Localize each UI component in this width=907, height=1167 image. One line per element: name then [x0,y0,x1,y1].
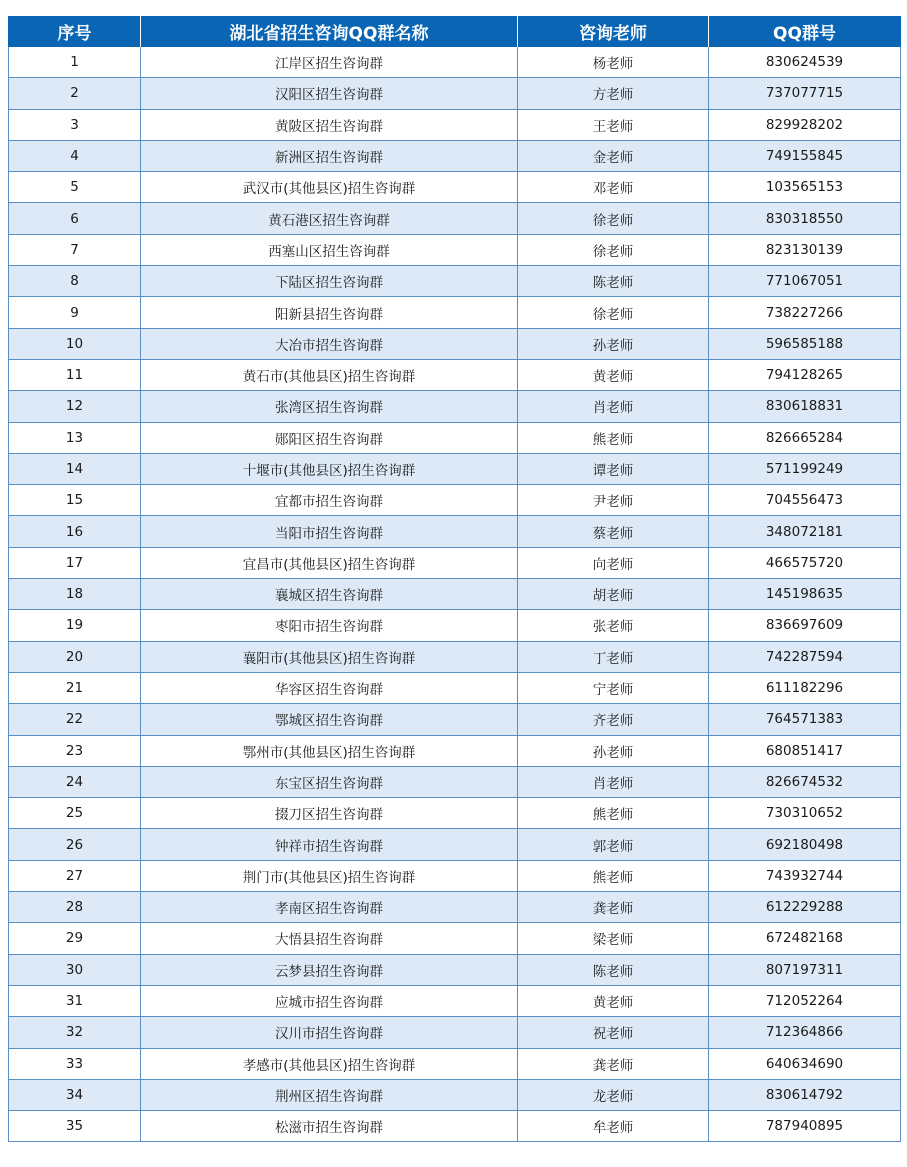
cell-teacher: 黄老师 [518,985,709,1016]
cell-no: 17 [9,547,141,578]
cell-no: 31 [9,985,141,1016]
table-row [9,610,901,641]
cell-no: 30 [9,954,141,985]
table-row [9,672,901,703]
table-row [9,1111,901,1142]
cell-teacher: 龚老师 [518,1048,709,1079]
cell-teacher: 邓老师 [518,172,709,203]
table-row [9,140,901,171]
cell-group-name: 枣阳市招生咨询群 [141,610,518,641]
cell-no: 1 [9,47,141,78]
cell-qq-number: 640634690 [709,1048,901,1079]
table-row [9,485,901,516]
cell-teacher: 向老师 [518,547,709,578]
cell-group-name: 襄城区招生咨询群 [141,579,518,610]
cell-group-name: 襄阳市(其他县区)招生咨询群 [141,641,518,672]
table-row [9,328,901,359]
qq-group-table [8,16,901,1142]
cell-group-name: 荆州区招生咨询群 [141,1079,518,1110]
cell-no: 26 [9,829,141,860]
cell-no: 27 [9,860,141,891]
table-row [9,766,901,797]
cell-no: 35 [9,1111,141,1142]
cell-qq-number: 830624539 [709,47,901,78]
cell-no: 3 [9,109,141,140]
cell-group-name: 大悟县招生咨询群 [141,923,518,954]
cell-group-name: 荆门市(其他县区)招生咨询群 [141,860,518,891]
cell-group-name: 江岸区招生咨询群 [141,47,518,78]
cell-teacher: 熊老师 [518,422,709,453]
cell-group-name: 西塞山区招生咨询群 [141,234,518,265]
cell-no: 7 [9,234,141,265]
cell-no: 24 [9,766,141,797]
cell-no: 16 [9,516,141,547]
cell-group-name: 张湾区招生咨询群 [141,391,518,422]
cell-qq-number: 830618831 [709,391,901,422]
cell-qq-number: 836697609 [709,610,901,641]
cell-group-name: 郧阳区招生咨询群 [141,422,518,453]
header-qq-number: QQ群号 [709,16,901,47]
cell-teacher: 齐老师 [518,704,709,735]
cell-teacher: 黄老师 [518,359,709,390]
cell-teacher: 徐老师 [518,234,709,265]
table-row [9,641,901,672]
cell-teacher: 王老师 [518,109,709,140]
table-row [9,47,901,78]
cell-group-name: 黄石市(其他县区)招生咨询群 [141,359,518,390]
cell-qq-number: 830614792 [709,1079,901,1110]
cell-no: 18 [9,579,141,610]
cell-group-name: 下陆区招生咨询群 [141,266,518,297]
table-row [9,704,901,735]
cell-no: 21 [9,672,141,703]
cell-qq-number: 743932744 [709,860,901,891]
cell-group-name: 黄陂区招生咨询群 [141,109,518,140]
table-body [9,47,901,1142]
cell-group-name: 汉阳区招生咨询群 [141,78,518,109]
table-row [9,422,901,453]
cell-qq-number: 704556473 [709,485,901,516]
cell-teacher: 牟老师 [518,1111,709,1142]
cell-qq-number: 787940895 [709,1111,901,1142]
cell-teacher: 梁老师 [518,923,709,954]
cell-qq-number: 807197311 [709,954,901,985]
table-row [9,892,901,923]
table-row [9,516,901,547]
cell-no: 13 [9,422,141,453]
table-row [9,1079,901,1110]
cell-group-name: 东宝区招生咨询群 [141,766,518,797]
cell-teacher: 方老师 [518,78,709,109]
cell-qq-number: 612229288 [709,892,901,923]
cell-qq-number: 829928202 [709,109,901,140]
cell-teacher: 龚老师 [518,892,709,923]
cell-teacher: 胡老师 [518,579,709,610]
cell-teacher: 孙老师 [518,328,709,359]
cell-qq-number: 737077715 [709,78,901,109]
cell-no: 28 [9,892,141,923]
cell-no: 19 [9,610,141,641]
cell-group-name: 武汉市(其他县区)招生咨询群 [141,172,518,203]
cell-group-name: 新洲区招生咨询群 [141,140,518,171]
cell-no: 10 [9,328,141,359]
cell-teacher: 陈老师 [518,954,709,985]
table-row [9,172,901,203]
cell-qq-number: 823130139 [709,234,901,265]
cell-qq-number: 672482168 [709,923,901,954]
cell-group-name: 十堰市(其他县区)招生咨询群 [141,453,518,484]
cell-teacher: 丁老师 [518,641,709,672]
table-row [9,985,901,1016]
cell-teacher: 谭老师 [518,453,709,484]
cell-no: 11 [9,359,141,390]
cell-qq-number: 571199249 [709,453,901,484]
cell-no: 2 [9,78,141,109]
cell-qq-number: 145198635 [709,579,901,610]
cell-qq-number: 730310652 [709,798,901,829]
cell-no: 33 [9,1048,141,1079]
cell-no: 12 [9,391,141,422]
cell-qq-number: 749155845 [709,140,901,171]
cell-teacher: 杨老师 [518,47,709,78]
header-teacher: 咨询老师 [518,16,709,47]
cell-no: 6 [9,203,141,234]
cell-teacher: 熊老师 [518,860,709,891]
cell-teacher: 肖老师 [518,391,709,422]
cell-teacher: 金老师 [518,140,709,171]
cell-qq-number: 830318550 [709,203,901,234]
table-row [9,954,901,985]
cell-teacher: 祝老师 [518,1017,709,1048]
cell-qq-number: 742287594 [709,641,901,672]
cell-qq-number: 680851417 [709,735,901,766]
cell-group-name: 掇刀区招生咨询群 [141,798,518,829]
cell-qq-number: 826665284 [709,422,901,453]
header-row [9,16,901,47]
cell-no: 5 [9,172,141,203]
cell-qq-number: 611182296 [709,672,901,703]
table-row [9,1017,901,1048]
cell-group-name: 黄石港区招生咨询群 [141,203,518,234]
cell-qq-number: 794128265 [709,359,901,390]
cell-no: 14 [9,453,141,484]
table-row [9,78,901,109]
cell-qq-number: 692180498 [709,829,901,860]
table-row [9,234,901,265]
table-row [9,359,901,390]
cell-group-name: 孝南区招生咨询群 [141,892,518,923]
table-row [9,735,901,766]
qq-group-table-container [8,16,900,1142]
cell-teacher: 陈老师 [518,266,709,297]
cell-teacher: 熊老师 [518,798,709,829]
cell-teacher: 徐老师 [518,297,709,328]
cell-qq-number: 764571383 [709,704,901,735]
cell-qq-number: 466575720 [709,547,901,578]
cell-no: 25 [9,798,141,829]
cell-qq-number: 348072181 [709,516,901,547]
cell-teacher: 肖老师 [518,766,709,797]
table-row [9,923,901,954]
cell-group-name: 宜都市招生咨询群 [141,485,518,516]
table-header [9,16,901,47]
cell-qq-number: 103565153 [709,172,901,203]
cell-teacher: 徐老师 [518,203,709,234]
cell-group-name: 宜昌市(其他县区)招生咨询群 [141,547,518,578]
cell-teacher: 蔡老师 [518,516,709,547]
cell-group-name: 钟祥市招生咨询群 [141,829,518,860]
cell-no: 23 [9,735,141,766]
cell-no: 29 [9,923,141,954]
table-row [9,1048,901,1079]
table-row [9,860,901,891]
cell-qq-number: 712052264 [709,985,901,1016]
table-row [9,798,901,829]
cell-teacher: 张老师 [518,610,709,641]
cell-group-name: 大冶市招生咨询群 [141,328,518,359]
cell-no: 9 [9,297,141,328]
cell-group-name: 孝感市(其他县区)招生咨询群 [141,1048,518,1079]
table-row [9,547,901,578]
cell-no: 20 [9,641,141,672]
cell-no: 22 [9,704,141,735]
cell-qq-number: 712364866 [709,1017,901,1048]
table-row [9,829,901,860]
cell-teacher: 尹老师 [518,485,709,516]
cell-group-name: 松滋市招生咨询群 [141,1111,518,1142]
cell-group-name: 阳新县招生咨询群 [141,297,518,328]
cell-group-name: 当阳市招生咨询群 [141,516,518,547]
cell-group-name: 汉川市招生咨询群 [141,1017,518,1048]
cell-qq-number: 738227266 [709,297,901,328]
cell-group-name: 应城市招生咨询群 [141,985,518,1016]
cell-qq-number: 596585188 [709,328,901,359]
cell-teacher: 宁老师 [518,672,709,703]
table-row [9,453,901,484]
cell-group-name: 云梦县招生咨询群 [141,954,518,985]
header-no: 序号 [9,16,141,47]
table-row [9,579,901,610]
cell-teacher: 孙老师 [518,735,709,766]
cell-no: 32 [9,1017,141,1048]
table-row [9,266,901,297]
cell-qq-number: 771067051 [709,266,901,297]
cell-teacher: 郭老师 [518,829,709,860]
cell-teacher: 龙老师 [518,1079,709,1110]
table-row [9,391,901,422]
cell-no: 8 [9,266,141,297]
cell-group-name: 鄂城区招生咨询群 [141,704,518,735]
cell-no: 15 [9,485,141,516]
header-group-name: 湖北省招生咨询QQ群名称 [141,16,518,47]
cell-group-name: 鄂州市(其他县区)招生咨询群 [141,735,518,766]
table-row [9,109,901,140]
cell-no: 4 [9,140,141,171]
cell-qq-number: 826674532 [709,766,901,797]
cell-group-name: 华容区招生咨询群 [141,672,518,703]
table-row [9,203,901,234]
cell-no: 34 [9,1079,141,1110]
table-row [9,297,901,328]
